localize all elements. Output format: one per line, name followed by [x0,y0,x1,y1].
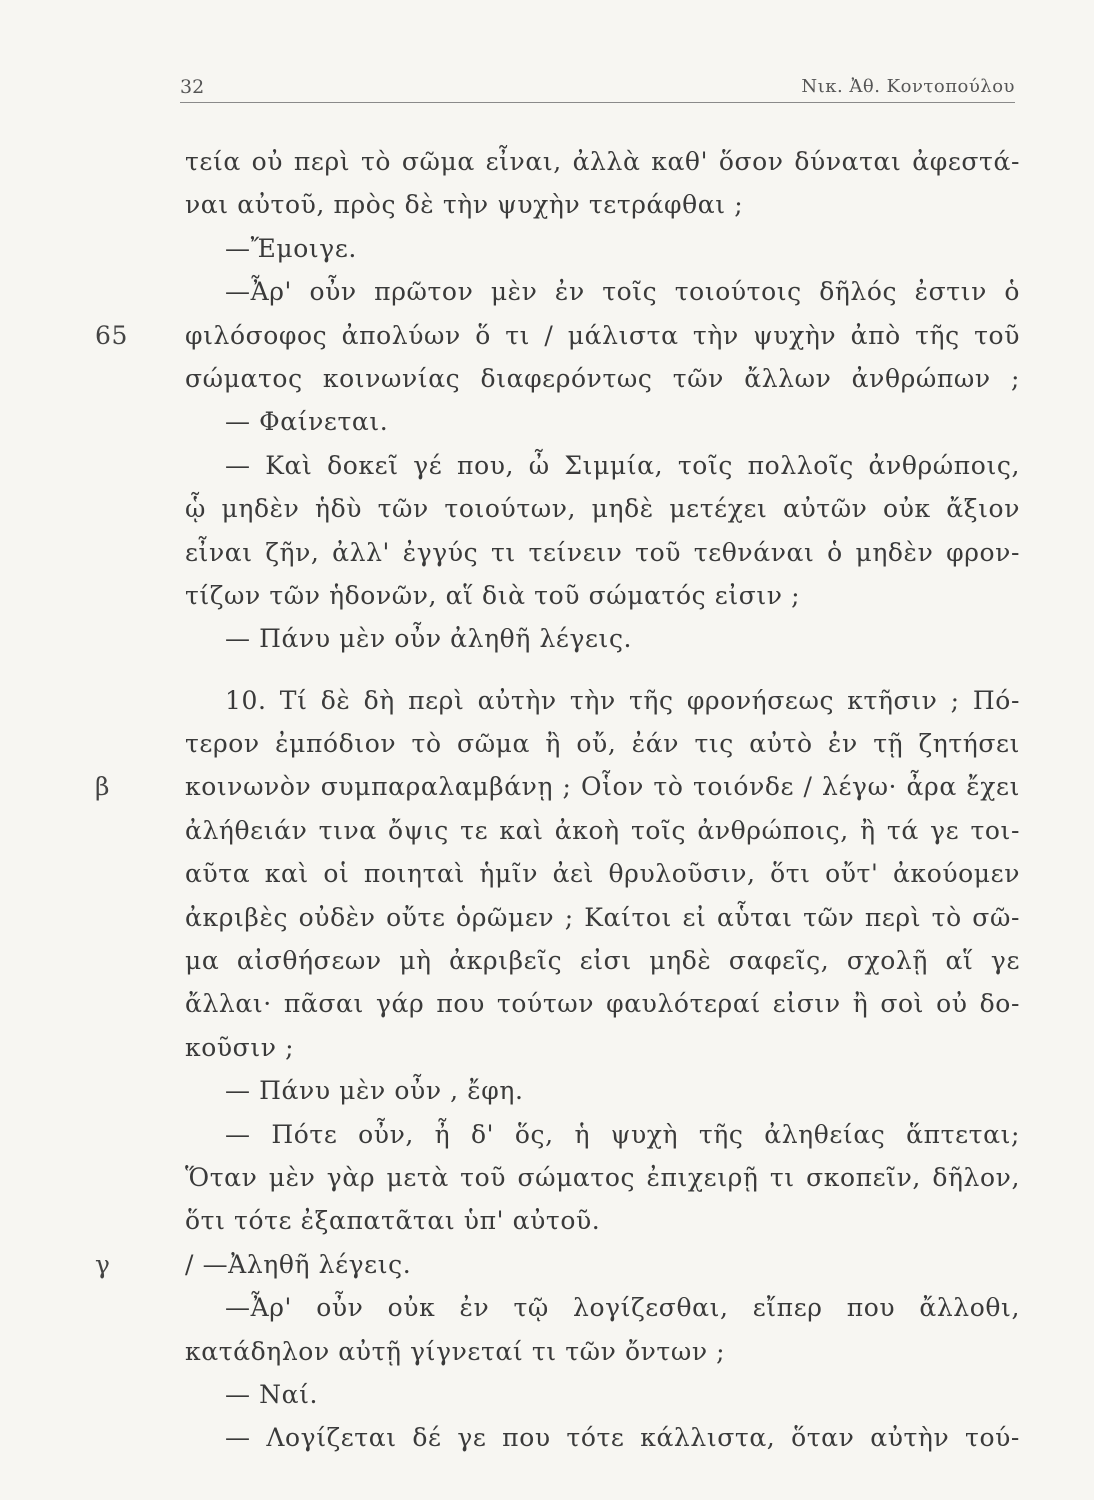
text-line: 10. Τί δὲ δὴ περὶ αὐτὴν τὴν τῆς φρονήσεως κτῆσιν ; Πό- [225,685,1020,715]
line-text: τίζων τῶν ἡδονῶν, αἵ διὰ τοῦ σώματός εἰσιν ; [185,580,801,610]
text-line: εἶναι ζῆν, ἀλλ' ἐγγύς τι τείνειν τοῦ τεθνάναι ὁ μηδὲν φρον- [185,537,1020,567]
text-line [185,1330,1020,1373]
margin-line-marker: β [95,772,111,802]
text-line: κοινωνὸν συμπαραλαμβάνῃ ; Οἷον τὸ τοιόνδε / λέγω· ἆρα ἔχει β [185,765,1020,808]
margin-line-marker: γ [95,1249,111,1279]
line-text: / —Ἀληθῆ λέγεις. [185,1249,412,1279]
text-line: Ὅταν μὲν γὰρ μετὰ τοῦ σώματος ἐπιχειρῇ τι σκοπεῖν, δῆλον, [185,1162,1020,1192]
text-line: φιλόσοφος ἀπολύων ὅ τι / μάλιστα τὴν ψυχὴν ἀπὸ τῆς τοῦ 65 [185,314,1020,357]
text-line: — Λογίζεται δέ γε που τότε κάλλιστα, ὅταν αὐτὴν τού- [225,1423,1020,1453]
text-line [185,183,1020,226]
text-line [185,574,1020,617]
text-line: ἄλλαι· πᾶσαι γάρ που τούτων φαυλότεραί εἰσιν ἢ σοὶ οὐ δο- [185,989,1020,1019]
line-text: — Πάνυ μὲν οὖν , ἔφη. [225,1076,524,1106]
line-text: κοῦσιν ; [185,1032,295,1062]
line-text: —Ἔμοιγε. [225,233,357,263]
text-line: ἀκριβὲς οὐδὲν οὔτε ὁρῶμεν ; Καίτοι εἰ αὗται τῶν περὶ τὸ σῶ- [185,902,1020,932]
text-line: —Ἆρ' οὖν πρῶτον μὲν ἐν τοῖς τοιούτοις δῆλός ἐστιν ὁ [225,277,1020,307]
line-text: — Ναί. [225,1379,319,1409]
line-text: κατάδηλον αὐτῇ γίγνεταί τι τῶν ὄντων ; [185,1336,726,1366]
text-line: αῦτα καὶ οἱ ποιηταὶ ἡμῖν ἀεὶ θρυλοῦσιν, ὅτι οὔτ' ἀκούομεν [185,859,1020,889]
text-line [185,617,1020,660]
line-text: — Φαίνεται. [225,407,389,437]
margin-line-marker: 65 [95,320,129,350]
text-line: —Ἆρ' οὖν οὐκ ἐν τῷ λογίζεσθαι, εἴπερ που ἄλλοθι, [225,1293,1020,1323]
text-line [185,1199,1020,1242]
text-line [185,227,1020,270]
running-head: Νικ. Ἀθ. Κοντοπούλου [801,76,1015,97]
text-line [185,1069,1020,1112]
text-body [95,140,1020,1460]
text-line [185,400,1020,443]
text-line: τερον ἐμπόδιον τὸ σῶμα ἢ οὔ, ἐάν τις αὐτὸ ἐν τῇ ζητήσει [185,729,1020,759]
text-line: τεία οὐ περὶ τὸ σῶμα εἶναι, ἀλλὰ καθ' ὅσον δύναται ἀφεστά- [185,147,1020,176]
page-number: 32 [180,76,205,98]
line-text: ὅτι τότε ἐξαπατᾶται ὑπ' αὐτοῦ. [185,1206,601,1236]
page-header [180,62,1015,103]
text-line [185,1026,1020,1069]
text-line: — Καὶ δοκεῖ γέ που, ὦ Σιμμία, τοῖς πολλοῖς ἀνθρώποις, [225,450,1020,480]
text-line [95,1243,1020,1286]
text-line: ᾧ μηδὲν ἡδὺ τῶν τοιούτων, μηδὲ μετέχει αὐτῶν οὐκ ἄξιον [185,494,1020,524]
text-line: ἀλήθειάν τινα ὄψις τε καὶ ἀκοὴ τοῖς ἀνθρώποις, ἢ τά γε τοι- [185,815,1020,845]
line-text: — Πάνυ μὲν οὖν ἀληθῆ λέγεις. [225,624,633,654]
text-line: μα αἰσθήσεων μὴ ἀκριβεῖς εἰσι μηδὲ σαφεῖς, σχολῇ αἵ γε [185,946,1020,976]
text-line: σώματος κοινωνίας διαφερόντως τῶν ἄλλων ἀνθρώπων ; [185,363,1020,393]
text-line: — Πότε οὖν, ἦ δ' ὅς, ἡ ψυχὴ τῆς ἀληθείας ἅπτεται; [225,1119,1020,1149]
line-text: ναι αὐτοῦ, πρὸς δὲ τὴν ψυχὴν τετράφθαι ; [185,190,744,220]
text-line [185,1373,1020,1416]
